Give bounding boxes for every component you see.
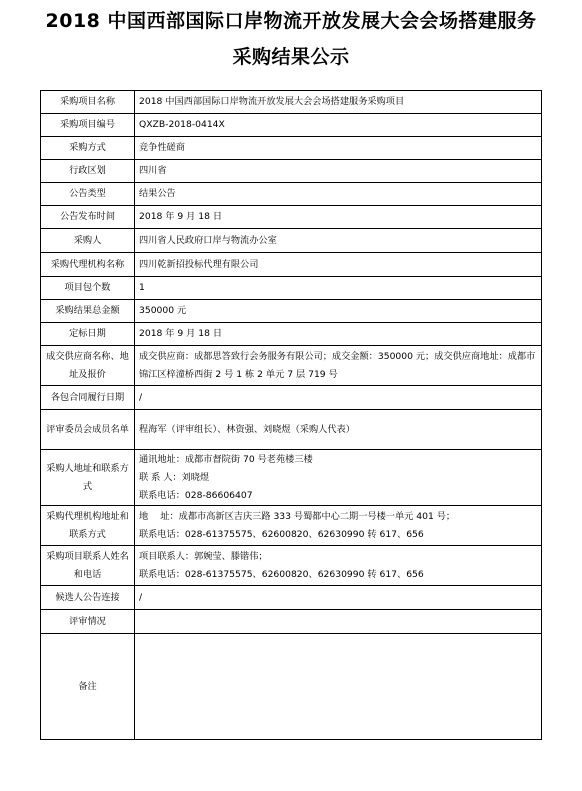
row-value-line: 结果公告: [139, 188, 176, 199]
row-value-line: 项目联系人：郭婉莹、滕锴伟；: [139, 550, 268, 562]
row-value: [135, 300, 542, 323]
row-value-line: 2018 中国西部国际口岸物流开放发展大会会场搭建服务采购项目: [139, 96, 405, 107]
row-value: [135, 229, 542, 253]
row-value: [135, 346, 542, 386]
row-label: 采购项目编号: [41, 114, 135, 137]
table-row: [41, 160, 542, 183]
row-value: [135, 277, 542, 300]
row-label: 公告类型: [41, 183, 135, 206]
table-row: [41, 183, 542, 206]
row-value-line: 联系电话：028-61375575、62600820、62630990 转 617、656: [139, 568, 424, 580]
row-value-line: /: [139, 391, 143, 403]
row-value: [135, 386, 542, 410]
table-row: [41, 114, 542, 137]
result-table: [40, 90, 542, 740]
row-value: [135, 137, 542, 160]
row-label: 候选人公告连接: [41, 586, 135, 610]
row-value: [135, 91, 542, 114]
row-value: [135, 546, 542, 586]
table-row: [41, 300, 542, 323]
table-row: [41, 229, 542, 253]
row-value-line: 2018 年 9 月 18 日: [139, 211, 223, 222]
row-value: [135, 586, 542, 610]
row-label: 评审委员会成员名单: [41, 410, 135, 450]
table-row: [41, 506, 542, 546]
table-row: [41, 634, 542, 740]
row-label: 采购人: [41, 229, 135, 253]
row-value-line: 四川省: [139, 165, 167, 176]
row-value: [135, 634, 542, 740]
row-label: 项目包个数: [41, 277, 135, 300]
row-label: 公告发布时间: [41, 206, 135, 229]
row-value-line: 350000 元: [139, 305, 187, 316]
table-row: [41, 323, 542, 346]
row-label: 采购项目名称: [41, 91, 135, 114]
row-label: 评审情况: [41, 610, 135, 634]
row-value-line: 通讯地址：成都市督院街 70 号老苑楼三楼: [139, 453, 313, 465]
row-value: [135, 160, 542, 183]
row-value: [135, 183, 542, 206]
table-row: [41, 410, 542, 450]
table-row: [41, 610, 542, 634]
row-value-line: 联 系 人：刘晓煜: [139, 471, 210, 483]
table-row: [41, 206, 542, 229]
page-title-line2: 采购结果公示: [232, 46, 350, 68]
row-label: 备注: [41, 634, 135, 740]
row-value-line: 竞争性磋商: [139, 142, 185, 153]
table-row: [41, 450, 542, 506]
row-value-line: 地 址：成都市高新区吉庆三路 333 号蜀都中心二期一号楼一单元 401 号；: [139, 510, 456, 522]
row-value-line: /: [139, 591, 143, 603]
row-value-line: 四川省人民政府口岸与物流办公室: [139, 234, 277, 246]
row-value-line: 联系电话：028-61375575、62600820、62630990 转 617、656: [139, 528, 424, 540]
row-value-line: 四川乾新招投标代理有限公司: [139, 258, 259, 270]
table-row: [41, 137, 542, 160]
row-value: [135, 114, 542, 137]
row-label: 各包合同履行日期: [41, 386, 135, 410]
table-row: [41, 586, 542, 610]
row-value: [135, 253, 542, 277]
row-value-line: 程海军（评审组长）、林资强、刘晓煜（采购人代表）: [139, 423, 355, 435]
row-label: 采购代理机构名称: [41, 253, 135, 277]
row-value: [135, 323, 542, 346]
row-value: [135, 206, 542, 229]
row-value: [135, 610, 542, 634]
table-row: [41, 386, 542, 410]
row-label: 采购结果总金额: [41, 300, 135, 323]
row-value-line: 成交供应商：成都思答致行会务服务有限公司；成交金额：350000 元；成交供应商地址：成都市锦江区梓潼桥西街 2 号 1 栋 2 单元 7 层 719 号: [139, 350, 536, 380]
table-row: [41, 546, 542, 586]
row-value: [135, 506, 542, 546]
row-label: 成交供应商名称、地址及报价: [41, 346, 135, 386]
row-value: [135, 410, 542, 450]
table-row: [41, 91, 542, 114]
row-value-line: 2018 年 9 月 18 日: [139, 328, 223, 339]
row-value-line: 1: [139, 282, 145, 293]
page-title-line1: 2018 中国西部国际口岸物流开放发展大会会场搭建服务: [45, 10, 537, 32]
row-label: 采购项目联系人姓名和电话: [41, 546, 135, 586]
row-value-line: QXZB-2018-0414X: [139, 119, 225, 130]
row-value-line: 联系电话：028-86606407: [139, 489, 253, 501]
table-row: [41, 346, 542, 386]
row-label: 采购代理机构地址和联系方式: [41, 506, 135, 546]
row-value: [135, 450, 542, 506]
table-row: [41, 277, 542, 300]
row-label: 采购方式: [41, 137, 135, 160]
table-row: [41, 253, 542, 277]
row-label: 定标日期: [41, 323, 135, 346]
row-label: 行政区划: [41, 160, 135, 183]
row-label: 采购人地址和联系方式: [41, 450, 135, 506]
